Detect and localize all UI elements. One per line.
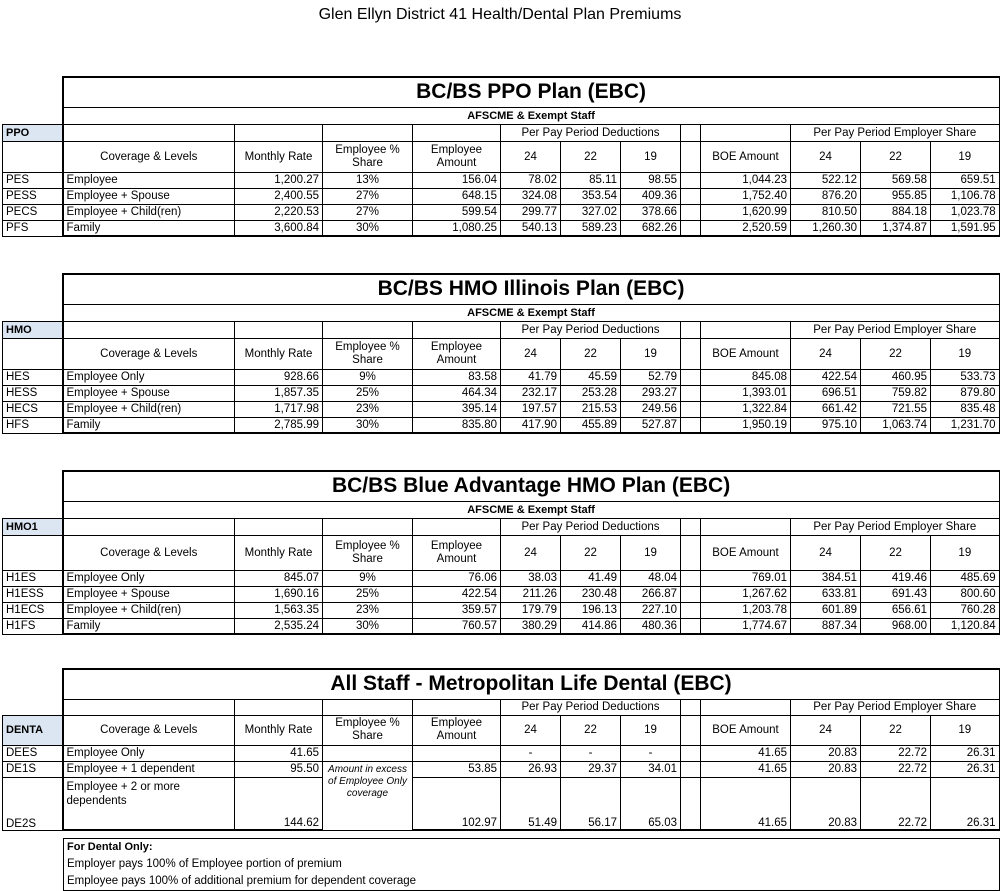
table-row [3,570,1000,586]
table-row [3,172,1000,188]
row-deduction-19: 249.56 [621,401,681,417]
table-row [3,401,1000,417]
row-deduction-22: 215.53 [561,401,621,417]
employer-22-header: 22 [861,535,931,570]
row-boe-amount: 1,044.23 [701,172,791,188]
row-boe-amount: 1,203.78 [701,602,791,618]
employer-19-header: 19 [931,141,1000,172]
row-deduction-24: - [501,745,561,761]
employee-pct-header: Employee % Share [323,535,413,570]
employer-19-header: 19 [931,715,1000,745]
employer-share-header: Per Pay Period Employer Share [791,124,1000,141]
row-employer-24: 20.83 [791,777,861,830]
row-employer-24: 696.51 [791,385,861,401]
row-deduction-24: 41.79 [501,369,561,385]
row-deduction-22: 41.49 [561,570,621,586]
row-employer-24: 422.54 [791,369,861,385]
row-coverage: Employee + Spouse [63,586,235,602]
row-employee-pct: 25% [323,586,413,602]
row-employer-19: 835.48 [931,401,1000,417]
pay-19-header: 19 [621,715,681,745]
row-employer-22: 1,063.74 [861,417,931,433]
row-coverage: Employee + Child(ren) [63,204,235,220]
employer-share-header: Per Pay Period Employer Share [791,321,1000,338]
row-employer-19: 533.73 [931,369,1000,385]
row-deduction-22: 589.23 [561,220,621,236]
row-coverage: Employee [63,172,235,188]
row-boe-amount: 1,950.19 [701,417,791,433]
row-employer-22: 884.18 [861,204,931,220]
row-employee-pct: 25% [323,385,413,401]
row-employee-amount: 76.06 [413,570,501,586]
row-deduction-24: 211.26 [501,586,561,602]
boe-amount-header: BOE Amount [701,715,791,745]
row-deduction-24: 417.90 [501,417,561,433]
row-employee-amount [413,745,501,761]
row-code: HFS [3,417,63,433]
row-employee-pct: 13% [323,172,413,188]
row-boe-amount: 1,393.01 [701,385,791,401]
plan-code-header: HMO [3,321,63,338]
row-boe-amount: 1,322.84 [701,401,791,417]
row-monthly-rate: 1,563.35 [235,602,323,618]
pay-19-header: 19 [621,535,681,570]
row-employer-19: 800.60 [931,586,1000,602]
row-deduction-22: 85.11 [561,172,621,188]
row-coverage: Family [63,618,235,634]
row-boe-amount: 1,752.40 [701,188,791,204]
table-row [3,204,1000,220]
row-deduction-19: 378.66 [621,204,681,220]
row-deduction-19: 682.26 [621,220,681,236]
footnote-line: Employee pays 100% of additional premium for dependent coverage [67,875,417,887]
row-boe-amount: 845.08 [701,369,791,385]
row-employer-24: 633.81 [791,586,861,602]
row-code: HECS [3,401,63,417]
row-employee-pct: 27% [323,204,413,220]
row-employer-24: 661.42 [791,401,861,417]
row-code: PECS [3,204,63,220]
row-code: DEES [3,745,63,761]
employer-24-header: 24 [791,535,861,570]
employee-amount-header: Employee Amount [413,141,501,172]
row-deduction-22: 327.02 [561,204,621,220]
row-deduction-24: 26.93 [501,761,561,777]
monthly-rate-header: Monthly Rate [235,338,323,369]
row-employer-24: 1,260.30 [791,220,861,236]
employer-22-header: 22 [861,715,931,745]
row-employee-amount: 83.58 [413,369,501,385]
row-employer-19: 1,120.84 [931,618,1000,634]
row-employer-22: 759.82 [861,385,931,401]
row-employer-22: 968.00 [861,618,931,634]
row-employer-22: 22.72 [861,761,931,777]
row-coverage: Employee + Child(ren) [63,401,235,417]
row-monthly-rate: 2,785.99 [235,417,323,433]
pay-22-header: 22 [561,338,621,369]
row-monthly-rate: 1,200.27 [235,172,323,188]
row-deduction-19: - [621,745,681,761]
row-coverage: Employee Only [63,369,235,385]
row-boe-amount: 1,267.62 [701,586,791,602]
row-monthly-rate: 95.50 [235,761,323,777]
row-employer-22: 460.95 [861,369,931,385]
row-code: PFS [3,220,63,236]
plan-code-header: HMO1 [3,518,63,535]
row-boe-amount: 1,774.67 [701,618,791,634]
row-employee-amount: 464.34 [413,385,501,401]
row-deduction-19: 293.27 [621,385,681,401]
row-code: H1ES [3,570,63,586]
employer-19-header: 19 [931,338,1000,369]
plan-title: BC/BS PPO Plan (EBC) [63,77,1000,107]
row-employer-19: 1,106.78 [931,188,1000,204]
row-deduction-19: 409.36 [621,188,681,204]
monthly-rate-header: Monthly Rate [235,715,323,745]
employer-22-header: 22 [861,141,931,172]
monthly-rate-header: Monthly Rate [235,535,323,570]
pay-24-header: 24 [501,715,561,745]
plan-subtitle: AFSCME & Exempt Staff [63,501,1000,518]
row-employee-amount: 835.80 [413,417,501,433]
table-row [3,369,1000,385]
row-monthly-rate: 1,690.16 [235,586,323,602]
row-employer-24: 810.50 [791,204,861,220]
row-monthly-rate: 2,220.53 [235,204,323,220]
row-employee-amount: 53.85 [413,761,501,777]
row-employee-amount: 422.54 [413,586,501,602]
row-monthly-rate: 3,600.84 [235,220,323,236]
row-deduction-24: 78.02 [501,172,561,188]
employee-pct-header: Employee % Share [323,338,413,369]
deductions-header: Per Pay Period Deductions [501,518,681,535]
row-code: DE1S [3,761,63,777]
pay-24-header: 24 [501,338,561,369]
row-deduction-19: 480.36 [621,618,681,634]
row-employer-24: 384.51 [791,570,861,586]
row-coverage: Employee + Spouse [63,188,235,204]
row-deduction-19: 52.79 [621,369,681,385]
row-boe-amount: 769.01 [701,570,791,586]
employer-22-header: 22 [861,338,931,369]
row-boe-amount: 2,520.59 [701,220,791,236]
row-employee-amount: 599.54 [413,204,501,220]
row-employer-22: 22.72 [861,745,931,761]
row-coverage: Family [63,417,235,433]
row-employer-22: 955.85 [861,188,931,204]
employee-pct-header: Employee % Share [323,715,413,745]
pay-22-header: 22 [561,715,621,745]
row-employer-22: 1,374.87 [861,220,931,236]
row-boe-amount: 41.65 [701,777,791,830]
row-deduction-19: 527.87 [621,417,681,433]
row-employer-22: 22.72 [861,777,931,830]
row-deduction-24: 324.08 [501,188,561,204]
footnote-line: Employer pays 100% of Employee portion of premium [67,858,342,870]
row-employer-22: 419.46 [861,570,931,586]
pay-19-header: 19 [621,338,681,369]
row-employee-amount: 156.04 [413,172,501,188]
row-code: DE2S [3,777,63,830]
plan-title: BC/BS Blue Advantage HMO Plan (EBC) [63,471,1000,501]
row-employer-19: 26.31 [931,745,1000,761]
row-coverage: Family [63,220,235,236]
row-deduction-19: 48.04 [621,570,681,586]
row-deduction-22: - [561,745,621,761]
plan-code-header: PPO [3,124,63,141]
row-employee-amount: 760.57 [413,618,501,634]
row-employee-pct: 30% [323,618,413,634]
row-employer-22: 691.43 [861,586,931,602]
row-deduction-22: 414.86 [561,618,621,634]
deductions-header: Per Pay Period Deductions [501,321,681,338]
plan-subtitle: AFSCME & Exempt Staff [63,304,1000,321]
plan-code-header: DENTA [3,715,63,745]
row-employer-19: 1,231.70 [931,417,1000,433]
employer-19-header: 19 [931,535,1000,570]
row-employer-24: 887.34 [791,618,861,634]
table-row [3,385,1000,401]
row-deduction-22: 45.59 [561,369,621,385]
plan-title: BC/BS HMO Illinois Plan (EBC) [63,274,1000,304]
ppo-plan-table [2,76,1000,237]
row-deduction-22: 196.13 [561,602,621,618]
row-employer-22: 656.61 [861,602,931,618]
row-employer-19: 26.31 [931,777,1000,830]
row-deduction-22: 253.28 [561,385,621,401]
row-deduction-24: 38.03 [501,570,561,586]
row-deduction-22: 29.37 [561,761,621,777]
row-employer-19: 760.28 [931,602,1000,618]
row-deduction-22: 455.89 [561,417,621,433]
row-boe-amount: 41.65 [701,745,791,761]
row-deduction-24: 51.49 [501,777,561,830]
table-row [3,220,1000,236]
row-boe-amount: 1,620.99 [701,204,791,220]
table-row [3,602,1000,618]
row-employee-pct: 27% [323,188,413,204]
table-row [3,618,1000,634]
row-monthly-rate: 1,717.98 [235,401,323,417]
row-monthly-rate: 2,535.24 [235,618,323,634]
row-coverage: Employee Only [63,745,235,761]
pay-22-header: 22 [561,535,621,570]
row-deduction-19: 227.10 [621,602,681,618]
row-employee-pct: 9% [323,570,413,586]
employee-amount-header: Employee Amount [413,535,501,570]
row-deduction-24: 540.13 [501,220,561,236]
row-employer-22: 721.55 [861,401,931,417]
row-deduction-19: 34.01 [621,761,681,777]
row-monthly-rate: 928.66 [235,369,323,385]
page-title: Glen Ellyn District 41 Health/Dental Plan Premiums [318,6,682,23]
row-employer-19: 659.51 [931,172,1000,188]
employer-share-header: Per Pay Period Employer Share [791,518,1000,535]
row-employer-19: 879.80 [931,385,1000,401]
row-employee-amount: 102.97 [413,777,501,830]
row-employer-19: 1,591.95 [931,220,1000,236]
row-code: HES [3,369,63,385]
row-employee-amount: 359.57 [413,602,501,618]
table-row [3,777,1000,830]
row-employer-19: 26.31 [931,761,1000,777]
row-boe-amount: 41.65 [701,761,791,777]
row-code: PESS [3,188,63,204]
blue-advantage-plan-table [2,470,1000,635]
row-coverage: Employee Only [63,570,235,586]
deductions-header: Per Pay Period Deductions [501,699,681,715]
employee-amount-header: Employee Amount [413,715,501,745]
row-coverage: Employee + Spouse [63,385,235,401]
row-employee-pct: 23% [323,602,413,618]
row-employee-pct: 30% [323,220,413,236]
row-coverage: Employee + 2 or more dependents [63,777,235,830]
row-deduction-24: 299.77 [501,204,561,220]
row-code: H1FS [3,618,63,634]
coverage-header: Coverage & Levels [63,535,235,570]
row-deduction-19: 266.87 [621,586,681,602]
plan-subtitle: AFSCME & Exempt Staff [63,107,1000,124]
row-deduction-24: 232.17 [501,385,561,401]
footnote-heading: For Dental Only: [67,841,153,853]
dental-footnote [63,838,1000,891]
row-employer-19: 485.69 [931,570,1000,586]
row-employer-19: 1,023.78 [931,204,1000,220]
deductions-header: Per Pay Period Deductions [501,124,681,141]
row-monthly-rate: 41.65 [235,745,323,761]
row-code: H1ESS [3,586,63,602]
row-monthly-rate: 144.62 [235,777,323,830]
plan-title: All Staff - Metropolitan Life Dental (EBC) [63,669,1000,699]
table-row [3,745,1000,761]
row-employee-amount: 395.14 [413,401,501,417]
employer-24-header: 24 [791,141,861,172]
coverage-header: Coverage & Levels [63,338,235,369]
row-employer-24: 975.10 [791,417,861,433]
dental-plan-table [2,668,1000,831]
employee-amount-header: Employee Amount [413,338,501,369]
dental-excess-note: Amount in excess of Employee Only coverage [323,761,413,830]
employee-pct-header: Employee % Share [323,141,413,172]
row-monthly-rate: 845.07 [235,570,323,586]
row-employer-22: 569.58 [861,172,931,188]
row-employee-pct: 23% [323,401,413,417]
pay-19-header: 19 [621,141,681,172]
row-employee-pct: 30% [323,417,413,433]
employer-24-header: 24 [791,338,861,369]
row-employer-24: 876.20 [791,188,861,204]
row-coverage: Employee + Child(ren) [63,602,235,618]
row-employer-24: 20.83 [791,761,861,777]
row-employee-amount: 1,080.25 [413,220,501,236]
table-row [3,586,1000,602]
row-employer-24: 20.83 [791,745,861,761]
row-employee-pct [323,745,413,761]
hmo-plan-table [2,273,1000,434]
row-deduction-19: 98.55 [621,172,681,188]
row-employer-24: 601.89 [791,602,861,618]
table-row [3,188,1000,204]
table-row [3,417,1000,433]
row-deduction-22: 230.48 [561,586,621,602]
boe-amount-header: BOE Amount [701,338,791,369]
boe-amount-header: BOE Amount [701,535,791,570]
row-coverage: Employee + 1 dependent [63,761,235,777]
row-deduction-24: 179.79 [501,602,561,618]
pay-22-header: 22 [561,141,621,172]
coverage-header: Coverage & Levels [63,141,235,172]
row-monthly-rate: 2,400.55 [235,188,323,204]
row-employer-24: 522.12 [791,172,861,188]
pay-24-header: 24 [501,535,561,570]
table-row [3,761,1000,777]
row-employee-pct: 9% [323,369,413,385]
row-code: H1ECS [3,602,63,618]
row-deduction-22: 56.17 [561,777,621,830]
row-code: PES [3,172,63,188]
monthly-rate-header: Monthly Rate [235,141,323,172]
employer-24-header: 24 [791,715,861,745]
row-employee-amount: 648.15 [413,188,501,204]
row-deduction-19: 65.03 [621,777,681,830]
pay-24-header: 24 [501,141,561,172]
row-deduction-22: 353.54 [561,188,621,204]
row-deduction-24: 197.57 [501,401,561,417]
boe-amount-header: BOE Amount [701,141,791,172]
row-monthly-rate: 1,857.35 [235,385,323,401]
coverage-header: Coverage & Levels [63,715,235,745]
row-deduction-24: 380.29 [501,618,561,634]
row-code: HESS [3,385,63,401]
employer-share-header: Per Pay Period Employer Share [791,699,1000,715]
